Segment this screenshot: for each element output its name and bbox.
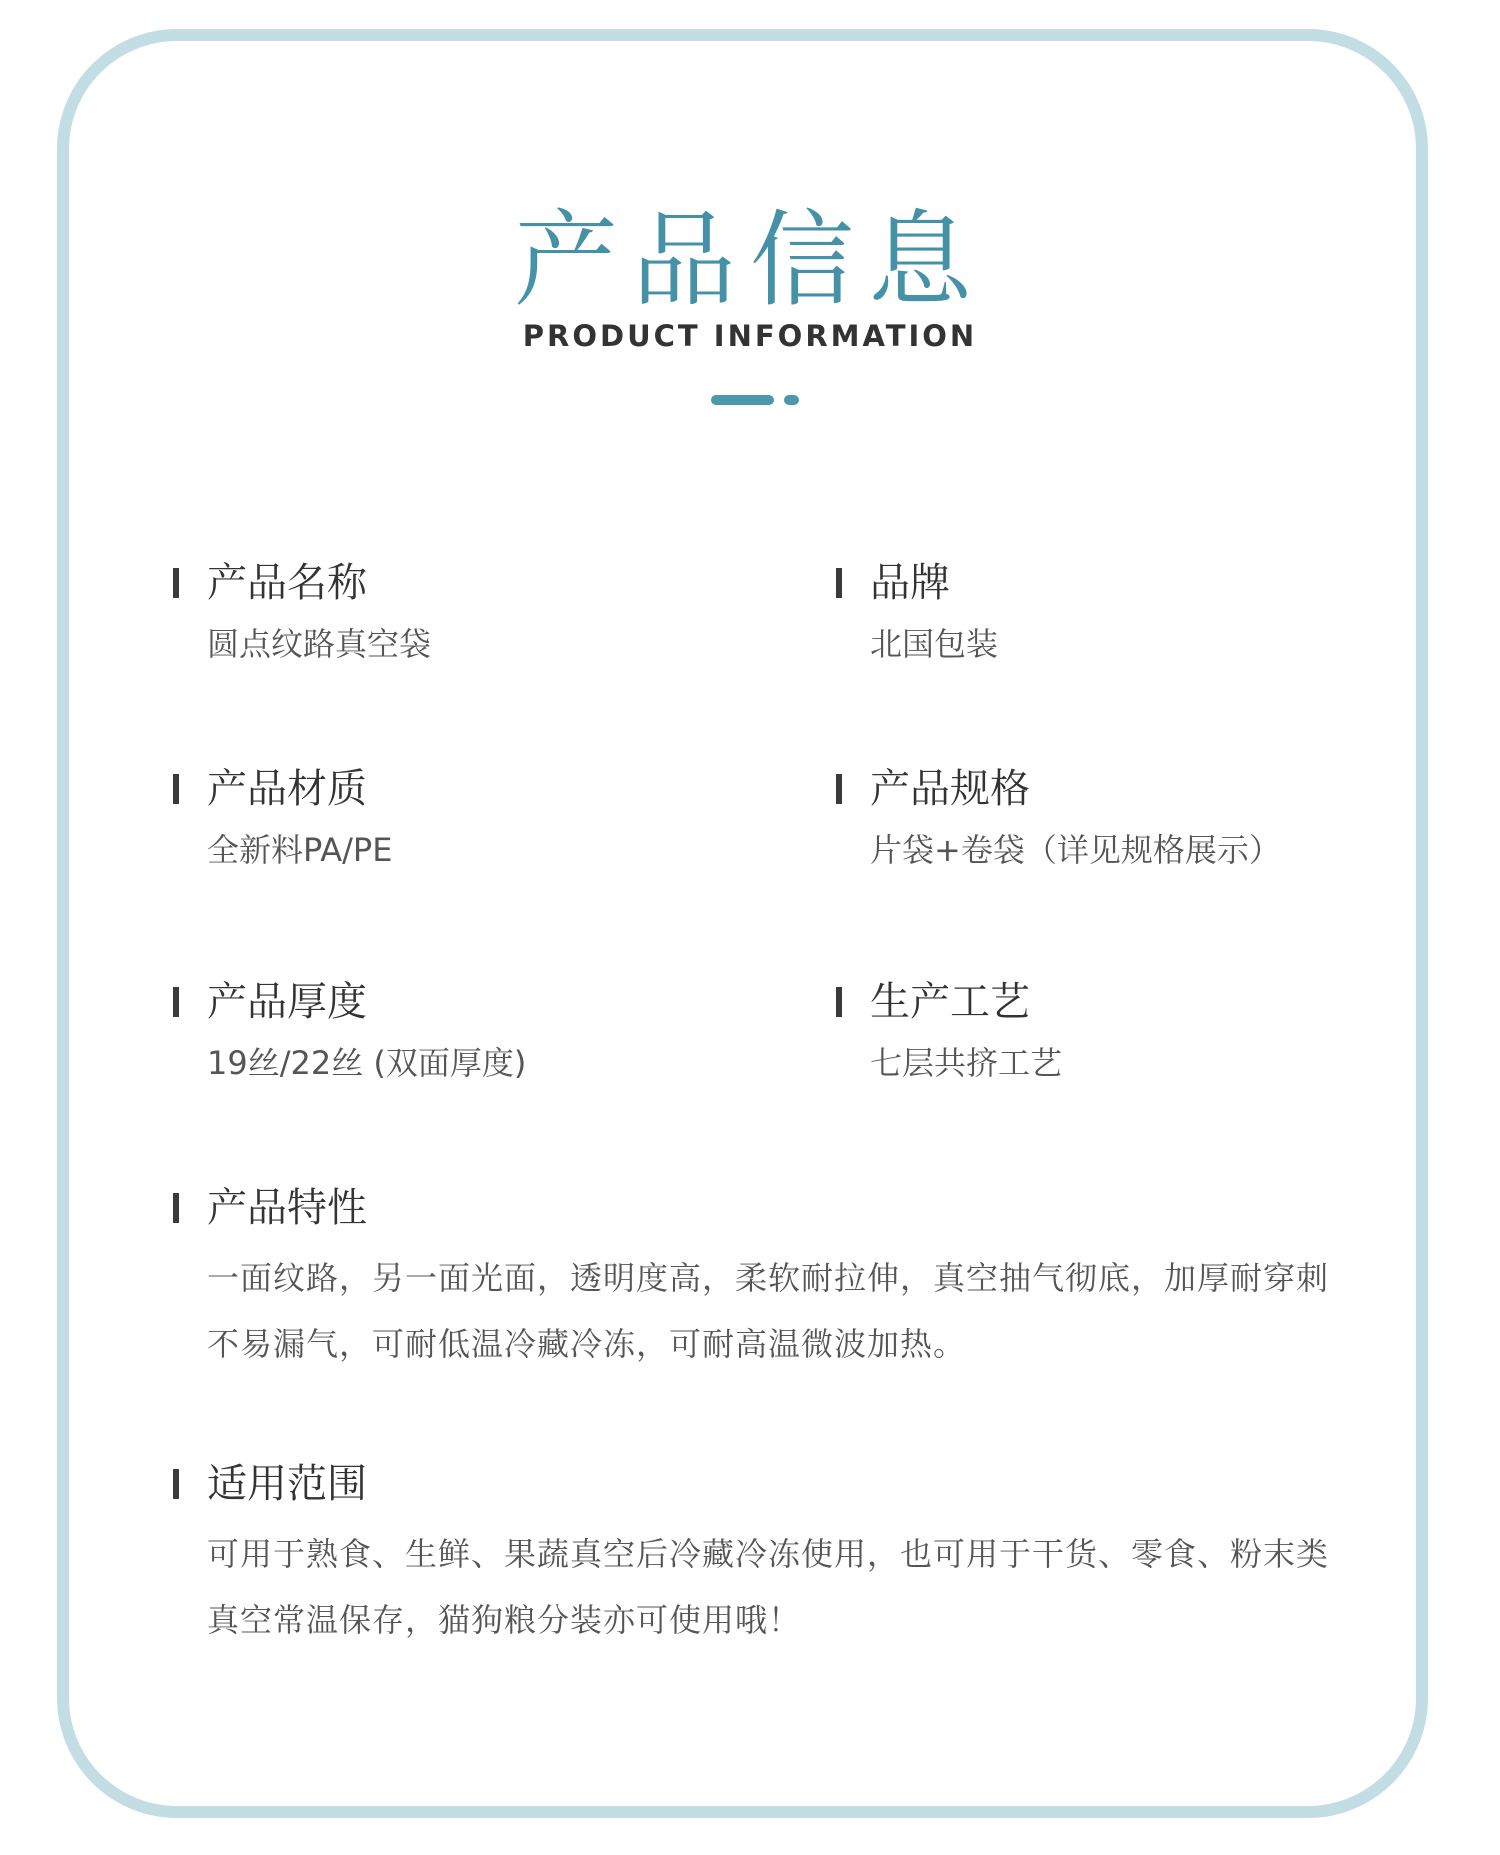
field-value-features: 一面纹路，另一面光面，透明度高，柔软耐拉伸，真空抽气彻底，加厚耐穿刺不易漏气，可耐低温冷藏冷冻，可耐高温微波加热。 [207, 1259, 1330, 1363]
field-value-product-name: 圆点纹路真空袋 [207, 625, 432, 663]
field-label-usage [173, 1459, 907, 1509]
page-subtitle: PRODUCT INFORMATION [522, 319, 978, 353]
label-marker [173, 1193, 179, 1223]
label-marker [836, 774, 842, 804]
label-marker [173, 568, 179, 598]
field-label-features [173, 1183, 907, 1233]
field-label-brand [836, 558, 1500, 608]
field-value-usage: 可用于熟食、生鲜、果蔬真空后冷藏冷冻使用，也可用于干货、零食、粉末类真空常温保存，猫狗粮分装亦可使用哦！ [207, 1535, 1330, 1639]
field-label-text: 产品厚度 [207, 979, 367, 1025]
page-title: 产品信息 [513, 199, 986, 321]
field-label-text: 产品特性 [207, 1185, 367, 1231]
field-value-thickness: 19丝/22丝 (双面厚度) [207, 1044, 527, 1082]
field-label-text: 品牌 [870, 560, 950, 606]
label-marker [173, 774, 179, 804]
field-label-text: 产品规格 [870, 766, 1030, 812]
field-label-text: 产品材质 [207, 766, 367, 812]
title-divider-short [784, 395, 799, 405]
field-label-material [173, 764, 907, 814]
field-label-text: 适用范围 [207, 1461, 367, 1507]
field-value-spec: 片袋+卷袋（详见规格展示） [870, 831, 1281, 869]
label-marker [836, 568, 842, 598]
label-marker [173, 1469, 179, 1499]
field-label-text: 产品名称 [207, 560, 367, 606]
field-label-text: 生产工艺 [870, 979, 1030, 1025]
label-marker [173, 987, 179, 1017]
field-label-thickness [173, 977, 907, 1027]
title-divider-long [711, 395, 774, 405]
label-marker [836, 987, 842, 1017]
field-label-spec [836, 764, 1500, 814]
field-value-brand: 北国包装 [870, 625, 999, 663]
field-value-process: 七层共挤工艺 [870, 1044, 1063, 1082]
field-label-product-name [173, 558, 907, 608]
field-value-material: 全新料PA/PE [207, 831, 393, 869]
field-label-process [836, 977, 1500, 1027]
